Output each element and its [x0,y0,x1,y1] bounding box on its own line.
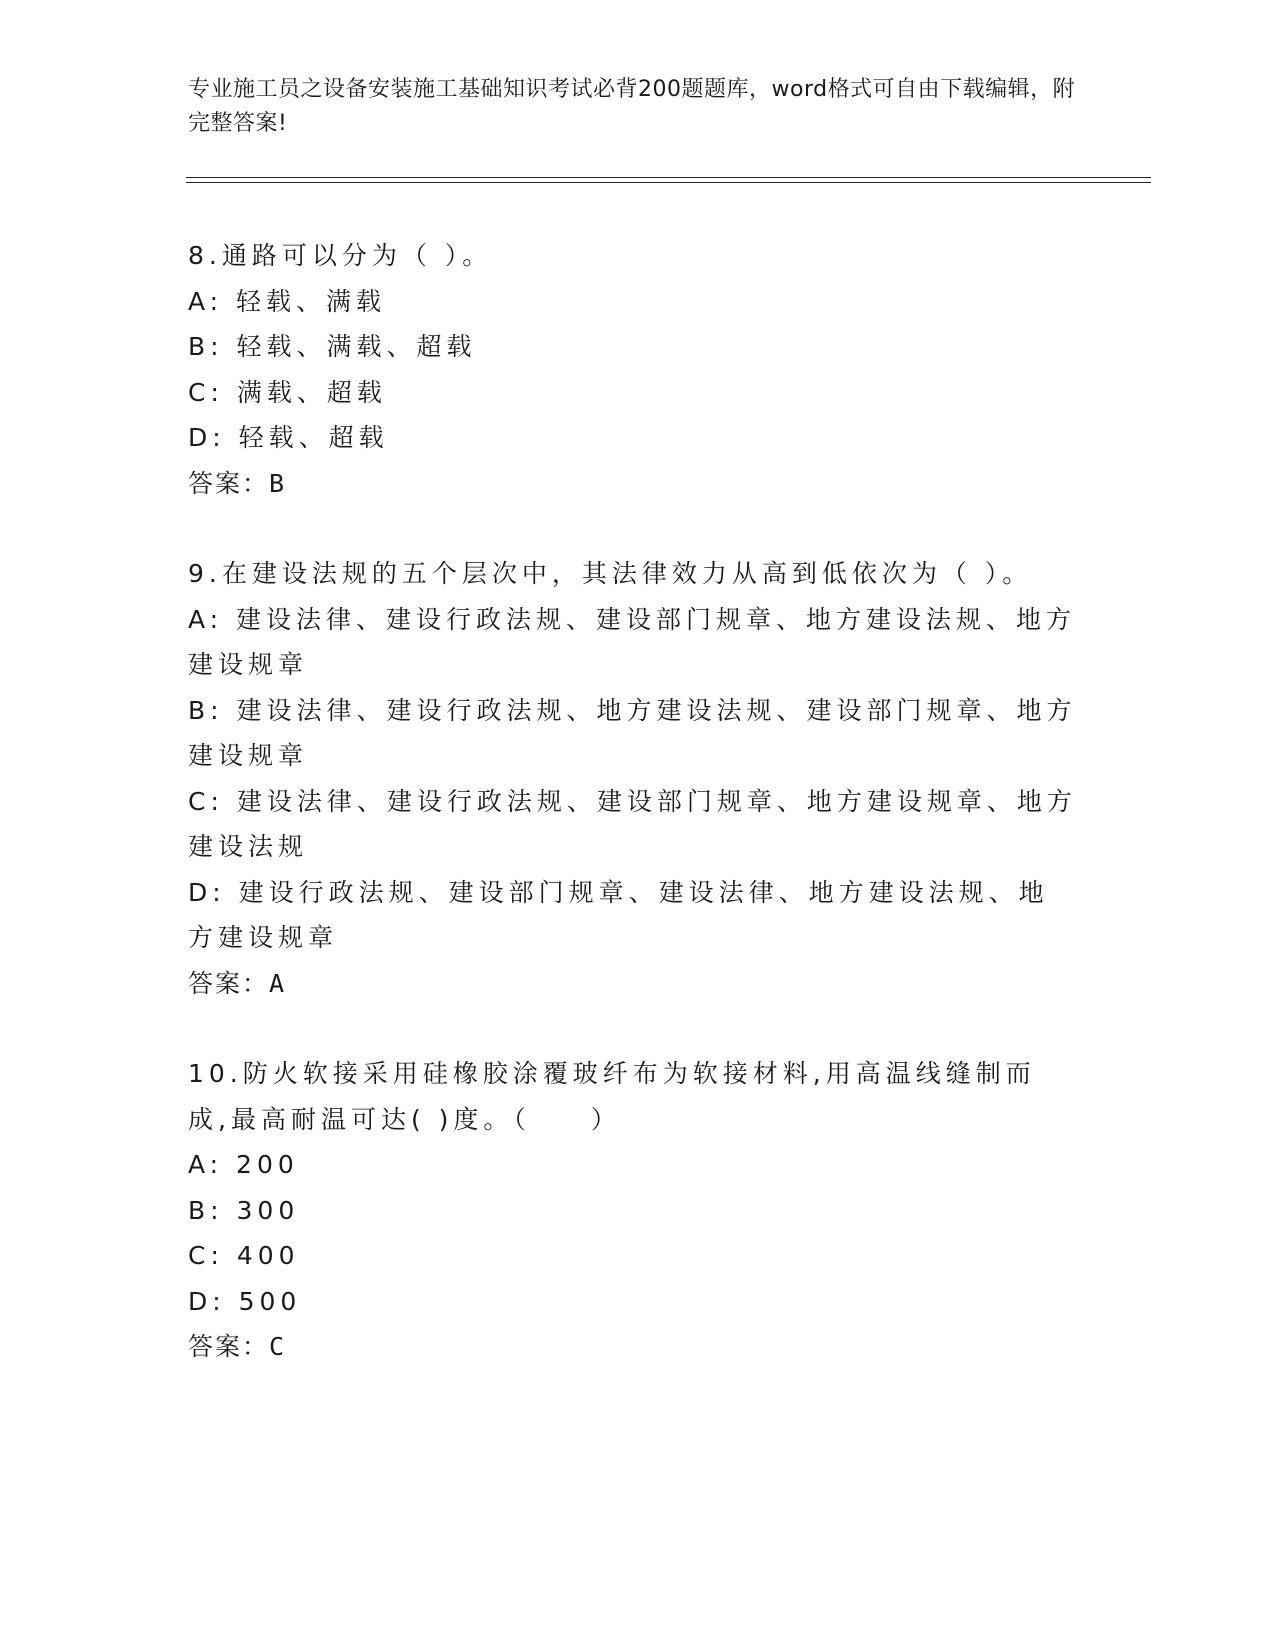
option-a: A: 轻载、满载 [188,286,387,316]
option-a: A: 200 [188,1150,299,1179]
document-header: 专业施工员之设备安装施工基础知识考试必背200题题库，word格式可自由下载编辑，附完整答案! [188,77,1076,136]
header-divider [186,177,1151,183]
answer-label: 答案： [188,468,270,498]
option-a: A: 建设法律、建设行政法规、建设部门规章、地方建设法规、地方建设规章 [188,604,1077,679]
option-b: B: 轻载、满载、超载 [188,332,477,361]
option-d: D: 建设行政法规、建设部门规章、建设法律、地方建设法规、地方建设规章 [188,877,1049,952]
answer-label: 答案： [188,1332,270,1361]
question-list [188,233,1078,1415]
answer [188,1324,1078,1370]
option-c: C: 满载、超载 [188,377,387,407]
question-9 [188,551,1078,1006]
option-b: B: 建设法律、建设行政法规、地方建设法规、建设部门规章、地方建设规章 [188,695,1077,770]
question-10 [188,1051,1078,1370]
answer-value: C [269,1332,287,1361]
option-d: D: 轻载、超载 [188,423,389,452]
answer-value: A [269,968,287,998]
answer [188,461,1078,507]
option-b: B: 300 [188,1195,300,1225]
question-8 [188,233,1078,506]
option-d: D: 500 [188,1286,302,1316]
question-stem: 8.通路可以分为（ ）。 [188,241,493,270]
answer [188,961,1078,1007]
question-stem: 10.防火软接采用硅橡胶涂覆玻纤布为软接材料,用高温线缝制而成,最高耐温可达( )度。（ ） [188,1059,1036,1134]
option-c: C: 400 [188,1241,300,1270]
option-c: C: 建设法律、建设行政法规、建设部门规章、地方建设规章、地方建设法规 [188,786,1077,861]
question-stem: 9.在建设法规的五个层次中，其法律效力从高到低依次为（ ）。 [188,559,1033,588]
answer-label: 答案： [188,968,270,998]
answer-value: B [269,468,287,498]
